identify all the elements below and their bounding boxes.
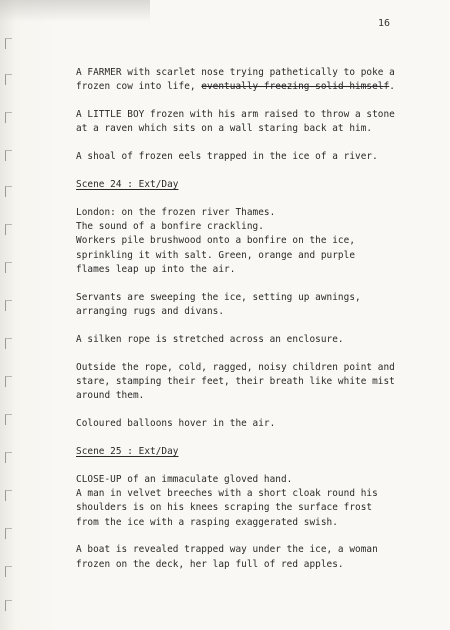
binding-mark	[5, 490, 12, 501]
scene-24-heading: Scene 24 : Ext/Day	[76, 178, 179, 190]
paragraph-children: Outside the rope, cold, ragged, noisy children point and stare, stamping their feet, their breath like white mist around them.	[76, 361, 395, 402]
page-number: 16	[378, 18, 391, 29]
paragraph-farmer	[76, 66, 416, 95]
binding-mark	[5, 150, 12, 161]
binding-mark	[5, 112, 12, 123]
paragraph-boat: A boat is revealed trapped way under the ice, a woman frozen on the deck, her lap full of red apples.	[76, 544, 378, 570]
paragraph-silken-rope: A silken rope is stretched across an enclosure.	[76, 333, 344, 345]
binding-mark	[5, 414, 12, 425]
binding-mark	[5, 600, 12, 611]
binding-mark	[5, 186, 12, 197]
binding-mark	[5, 38, 12, 49]
binding-mark	[5, 300, 12, 311]
inserted-comma: ,	[189, 81, 202, 93]
binding-mark	[5, 452, 12, 463]
struck-out-text: eventually freezing solid himself	[201, 81, 390, 93]
binding-mark	[5, 74, 12, 85]
binding-mark	[5, 376, 12, 387]
paragraph-text: A FARMER with scarlet nose trying pathetically to poke a frozen cow into life	[76, 67, 395, 93]
paragraph-end: .	[389, 81, 395, 93]
paragraph-london: London: on the frozen river Thames. The sound of a bonfire crackling. Workers pile brushwood onto a bonfire on the ice, sprinkling it with salt. Green, orange and purple flames leap up into the air.	[76, 206, 356, 275]
binding-mark	[5, 566, 12, 577]
binding-mark	[5, 262, 12, 273]
script-body	[76, 66, 416, 585]
paragraph-close-up: CLOSE-UP of an immaculate gloved hand. A man in velvet breeches with a short cloak round his shoulders is on his knees scraping the surface frost from the ice with a rasping exaggerated swish.	[76, 473, 378, 528]
binding-hole-marks	[0, 0, 20, 630]
paragraph-little-boy: A LITTLE BOY frozen with his arm raised to throw a stone at a raven which sits on a wall staring back at him.	[76, 109, 395, 135]
paragraph-eels: A shoal of frozen eels trapped in the ice of a river.	[76, 151, 378, 163]
photocopy-smudge	[0, 0, 150, 22]
binding-mark	[5, 528, 12, 539]
scene-25-heading: Scene 25 : Ext/Day	[76, 445, 179, 457]
paragraph-servants: Servants are sweeping the ice, setting up awnings, arranging rugs and divans.	[76, 291, 361, 318]
binding-mark	[5, 224, 12, 235]
binding-mark	[5, 338, 12, 349]
paragraph-balloons: Coloured balloons hover in the air.	[76, 418, 276, 430]
